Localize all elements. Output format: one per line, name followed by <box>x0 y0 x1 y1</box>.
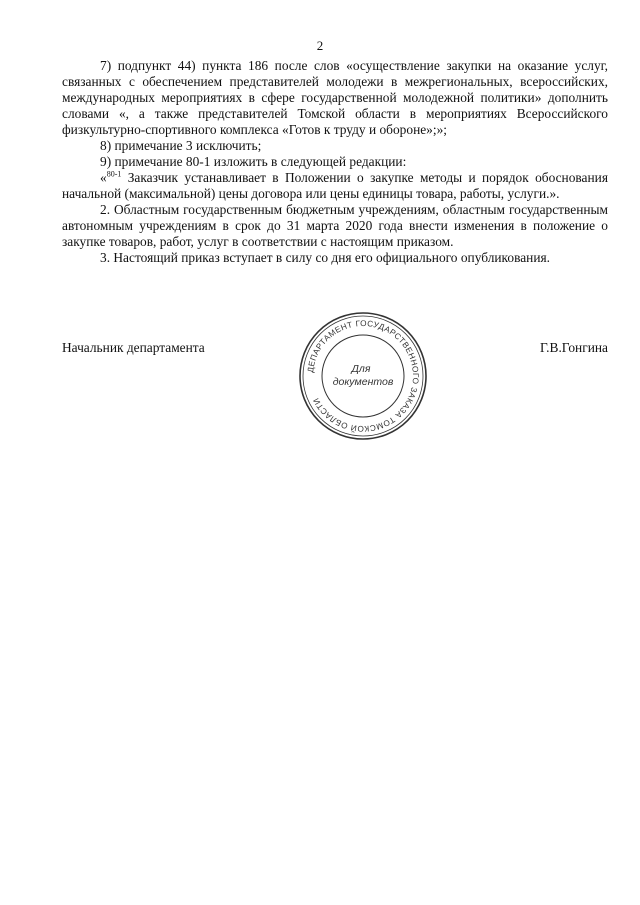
seal-center-line-1: Для <box>351 363 371 375</box>
paragraph-item-9: 9) примечание 80-1 изложить в следующей редакции: <box>100 154 407 169</box>
paragraph-item-2: 2. Областным государственным бюджетным учреждениям, областным государственным автономным учреждениям в срок до 31 марта 2020 года внести изменения в положение о закупке товаров, работ, услуг в соответствии с настоящим приказом. <box>62 202 608 249</box>
signer-title: Начальник департамента <box>62 340 205 355</box>
official-seal <box>297 310 429 442</box>
paragraph-item-8: 8) примечание 3 исключить; <box>100 138 262 153</box>
document-body <box>62 58 608 266</box>
paragraph-item-3: 3. Настоящий приказ вступает в силу со дня его официального опубликования. <box>100 250 550 265</box>
paragraph-note-80-1 <box>62 170 608 202</box>
paragraph-item-7: 7) подпункт 44) пункта 186 после слов «осуществление закупки на оказание услуг, связанных с обеспечением представителей молодежи в межрегиональных, всероссийских, международных мероприятиях в сфере государственной молодежной политики» дополнить словами «, а также представителей Томской области в мероприятиях Всероссийского физкультурно-спортивного комплекса «Готов к труду и обороне»;»; <box>62 58 608 137</box>
page-number: 2 <box>316 38 324 53</box>
note-superscript: 80-1 <box>106 169 122 179</box>
seal-ring-text: ДЕПАРТАМЕНТ ГОСУДАРСТВЕННОГО ЗАКАЗА ТОМСКОЙ ОБЛАСТИ <box>306 318 421 434</box>
note-text: Заказчик устанавливает в Положении о закупке методы и порядок обоснования начальной (максимальной) цены договора или цены единицы товара, работы, услуги.». <box>62 170 608 201</box>
note-open-quote: « <box>100 170 107 185</box>
signer-name: Г.В.Гонгина <box>539 340 608 355</box>
seal-center-line-2: документов <box>332 376 394 388</box>
